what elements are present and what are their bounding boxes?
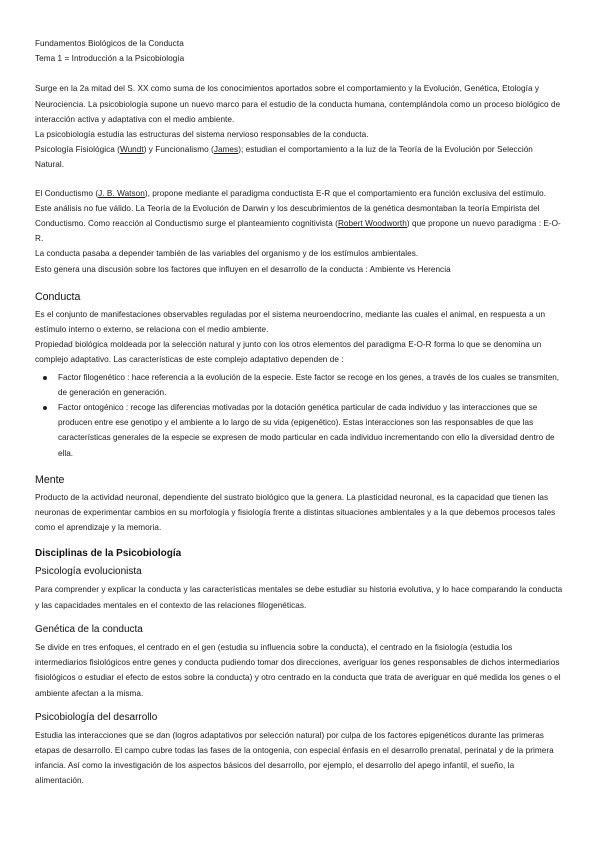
bullet-icon [43,376,47,380]
conducta-paragraph: Es el conjunto de manifestaciones observables reguladas por el sistema neuroendocrino, mediante las cuales el animal, en respuesta a un estímulo interno o externo, se relaciona con el medio ambiente. [35,309,546,335]
text-run: ) que propone un nuevo paradigma : E-O-R. [35,219,561,244]
conductismo-paragraph [35,186,563,247]
james-link[interactable]: James [213,145,239,155]
list-item [53,400,563,461]
disciplinas-section [35,547,563,788]
desarrollo-heading: Psicobiología del desarrollo [35,711,158,723]
mente-paragraph: Producto de la actividad neuronal, dependiente del sustrato biológico que la genera. La plasticidad neuronal, es la capacidad que tienen las neuronas de experimentar cambios en su morfología y fisiología frente a distintas situaciones ambientales y a la que debemos procesos tales como el aprendizaje y la memoria. [35,492,556,533]
conductismo-paragraph: La conducta pasaba a depender también de las variables del organismo y de los estímulos ambientales. [35,249,419,259]
bullet-icon [43,406,47,410]
intro-paragraph: La psicobiología estudia las estructuras del sistema nervioso responsables de la conducta. [35,130,369,140]
text-run: ), propone mediante el paradigma conductista E-R que el comportamiento era función exclusiva del estímulo. Este análisis no fue válido. La Teoría de la Evolución de Darwin y los descubrimientos de la genética desmontaban la teoría Empirista del Conductismo. Como reacción al Conductismo surge el planteamiento cognitivista ( [35,188,547,229]
conducta-section [35,290,563,461]
genetica-heading: Genética de la conducta [35,623,143,635]
text-run: El Conductismo ( [35,188,99,198]
course-title: Fundamentos Biológicos de la Conducta [35,39,184,48]
list-item [53,370,563,400]
document-page [35,36,563,789]
evolucionista-heading: Psicología evolucionista [35,566,142,578]
desarrollo-paragraph: Estudia las interacciones que se dan (logros adaptativos por selección natural) por culpa de los factores epigenéticos durante las primeras etapas de desarrollo. El campo cubre todas las fases de la ontogenia, con especial énfasis en el desarrollo prenatal, perinatal y de la primera infancia. Así como la investigación de los aspectos básicos del desarrollo, por ejemplo, el desarrollo del apego infantil, el sueño, la alimentación. [35,730,554,786]
watson-link[interactable]: J. B. Watson [98,188,145,198]
list-item-text: Factor filogenético : hace referencia a la evolución de la especie. Este factor se recoge en los genes, a través de los cuales se transmiten, de generación en generación. [58,372,560,397]
woodworth-link[interactable]: Robert Woodworth [337,219,407,229]
evolucionista-paragraph: Para comprender y explicar la conducta y las características mentales se debe estudiar su historia evolutiva, y lo hace comparando la conducta y las capacidades mentales en el contexto de las relaciones filogenéticas. [35,585,563,610]
genetica-paragraph: Se divide en tres enfoques, el centrado en el gen (estudia su influencia sobre la conducta), el centrado en la fisiología (estudia los intermediarios fisiológicos entre genes y conducta pudiendo tomar dos direcciones, averiguar los genes responsables de dichos intermediarios fisiológicos o estudiar el efecto de estos sobre la conducta) y otro centrado en la conducta que trata de averiguar en qué medida los genes o el ambiente afectan a la misma. [35,642,561,698]
disciplinas-heading: Disciplinas de la Psicobiología [35,548,182,560]
wundt-link[interactable]: Wundt [119,145,144,155]
intro-paragraph: Surge en la 2a mitad del S. XX como suma de los conocimientos aportados sobre el comportamiento y la Evolución, Genética, Etología y Neurociencia. La psicobiología supone un nuevo marco para el estudio de la conducta humana, contemplándola como un proceso biológico de interacción activa y adaptativa con el medio ambiente. [35,84,561,124]
topic-title: Tema 1 = Introducción a la Psicobiología [35,54,185,64]
conductismo-paragraph: Esto genera una discusión sobre los factores que influyen en el desarrollo de la conducta : Ambiente vs Herencia [35,264,451,274]
mente-section [35,473,563,536]
document-header [35,36,563,66]
text-run: ) y Funcionalismo ( [143,145,214,155]
factor-list [35,370,563,461]
conducta-paragraph: Propiedad biológica moldeada por la selección natural y junto con los otros elementos del paradigma E-O-R forma lo que se denomina un complejo adaptativo. Las características de este complejo adaptativo dependen de : [35,340,542,365]
list-item-text: Factor ontogénico : recoge las diferencias motivadas por la dotación genética particular de cada individuo y las interacciones que se producen entre ese genotipo y el ambiente a lo largo de su vida (epigenético). Estas interacciones son las responsables de que las características generales de la especie se expresen de modo particular en cada individuo incrementando con ello la diversidad dentro de ella. [58,403,555,458]
text-run: Psicología Fisiológica ( [35,145,120,155]
text-run: ); estudian el comportamiento a la luz de la Teoría de la Evolución por Selección Natural. [35,145,533,170]
intro-section [35,81,563,172]
intro-paragraph [35,142,563,172]
conducta-heading: Conducta [35,290,81,303]
conductismo-section [35,186,563,277]
mente-heading: Mente [35,473,65,486]
